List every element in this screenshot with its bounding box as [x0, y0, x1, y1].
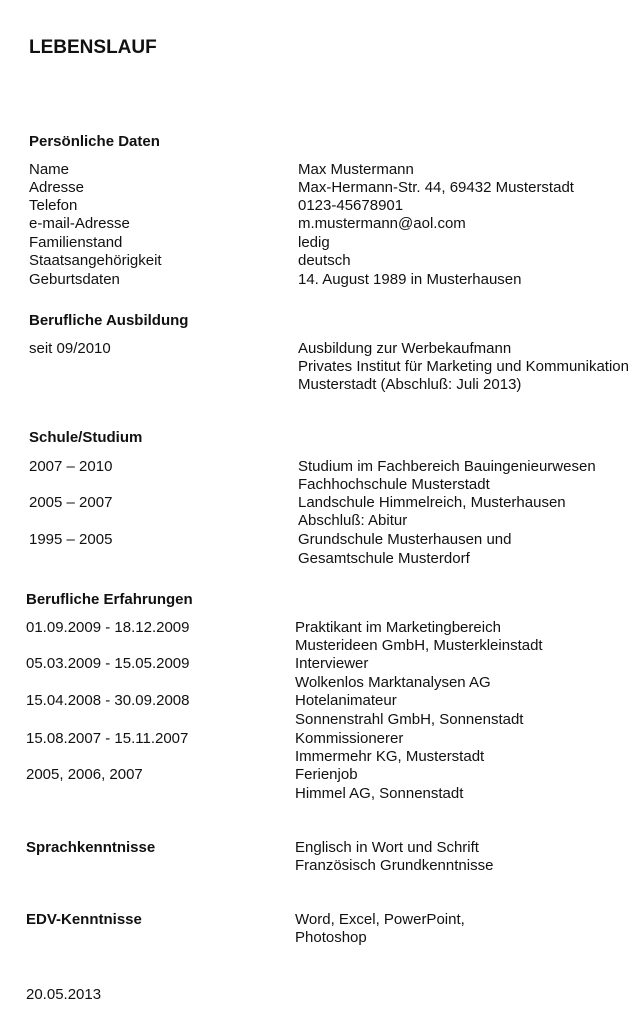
education-line: Gesamtschule Musterdorf	[298, 550, 470, 567]
education-line: Abschluß: Abitur	[298, 512, 408, 529]
it-skills-line: Photoshop	[295, 929, 367, 946]
personal-label-name: Name	[29, 161, 70, 178]
personal-value-marital-status: ledig	[298, 234, 330, 251]
vocational-line: Ausbildung zur Werbekaufmann	[298, 340, 512, 357]
section-heading-education: Schule/Studium	[29, 429, 143, 446]
section-heading-personal: Persönliche Daten	[29, 133, 160, 150]
section-heading-experience: Berufliche Erfahrungen	[26, 591, 193, 608]
personal-label-nationality: Staatsangehörigkeit	[29, 252, 162, 269]
personal-label-birth: Geburtsdaten	[29, 271, 120, 288]
experience-date: 2005, 2006, 2007	[26, 766, 143, 783]
experience-line: Kommissionerer	[295, 730, 404, 747]
education-date: 2005 – 2007	[29, 494, 113, 511]
experience-line: Wolkenlos Marktanalysen AG	[295, 674, 491, 691]
languages-line: Englisch in Wort und Schrift	[295, 839, 479, 856]
vocational-line: Privates Institut für Marketing und Kommunikation	[298, 358, 629, 375]
experience-line: Himmel AG, Sonnenstadt	[295, 785, 464, 802]
personal-label-phone: Telefon	[29, 197, 78, 214]
experience-date: 05.03.2009 - 15.05.2009	[26, 655, 190, 672]
education-line: Studium im Fachbereich Bauingenieurwesen	[298, 458, 596, 475]
vocational-line: Musterstadt (Abschluß: Juli 2013)	[298, 376, 522, 393]
experience-date: 01.09.2009 - 18.12.2009	[26, 619, 190, 636]
education-line: Grundschule Musterhausen und	[298, 531, 512, 548]
personal-label-email: e-mail-Adresse	[29, 215, 130, 232]
experience-line: Praktikant im Marketingbereich	[295, 619, 501, 636]
section-heading-it-skills: EDV-Kenntnisse	[26, 911, 142, 928]
personal-value-birth: 14. August 1989 in Musterhausen	[298, 271, 522, 288]
education-line: Landschule Himmelreich, Musterhausen	[298, 494, 566, 511]
document-title: LEBENSLAUF	[29, 37, 157, 58]
document-date: 20.05.2013	[26, 986, 102, 1003]
experience-line: Immermehr KG, Musterstadt	[295, 748, 485, 765]
education-line: Fachhochschule Musterstadt	[298, 476, 490, 493]
experience-line: Musterideen GmbH, Musterkleinstadt	[295, 637, 543, 654]
personal-label-marital-status: Familienstand	[29, 234, 123, 251]
experience-date: 15.08.2007 - 15.11.2007	[26, 730, 189, 747]
personal-value-name: Max Mustermann	[298, 161, 414, 178]
experience-date: 15.04.2008 - 30.09.2008	[26, 692, 190, 709]
personal-value-phone: 0123-45678901	[298, 197, 404, 214]
languages-line: Französisch Grundkenntnisse	[295, 857, 494, 874]
experience-line: Interviewer	[295, 655, 369, 672]
personal-value-email: m.mustermann@aol.com	[298, 215, 466, 232]
personal-value-address: Max-Hermann-Str. 44, 69432 Musterstadt	[298, 179, 574, 196]
vocational-date: seit 09/2010	[29, 340, 111, 357]
it-skills-line: Word, Excel, PowerPoint,	[295, 911, 465, 928]
experience-line: Sonnenstrahl GmbH, Sonnenstadt	[295, 711, 524, 728]
personal-value-nationality: deutsch	[298, 252, 351, 269]
education-date: 2007 – 2010	[29, 458, 113, 475]
experience-line: Ferienjob	[295, 766, 358, 783]
personal-label-address: Adresse	[29, 179, 85, 196]
experience-line: Hotelanimateur	[295, 692, 397, 709]
section-heading-languages: Sprachkenntnisse	[26, 839, 156, 856]
education-date: 1995 – 2005	[29, 531, 113, 548]
section-heading-vocational: Berufliche Ausbildung	[29, 312, 189, 329]
